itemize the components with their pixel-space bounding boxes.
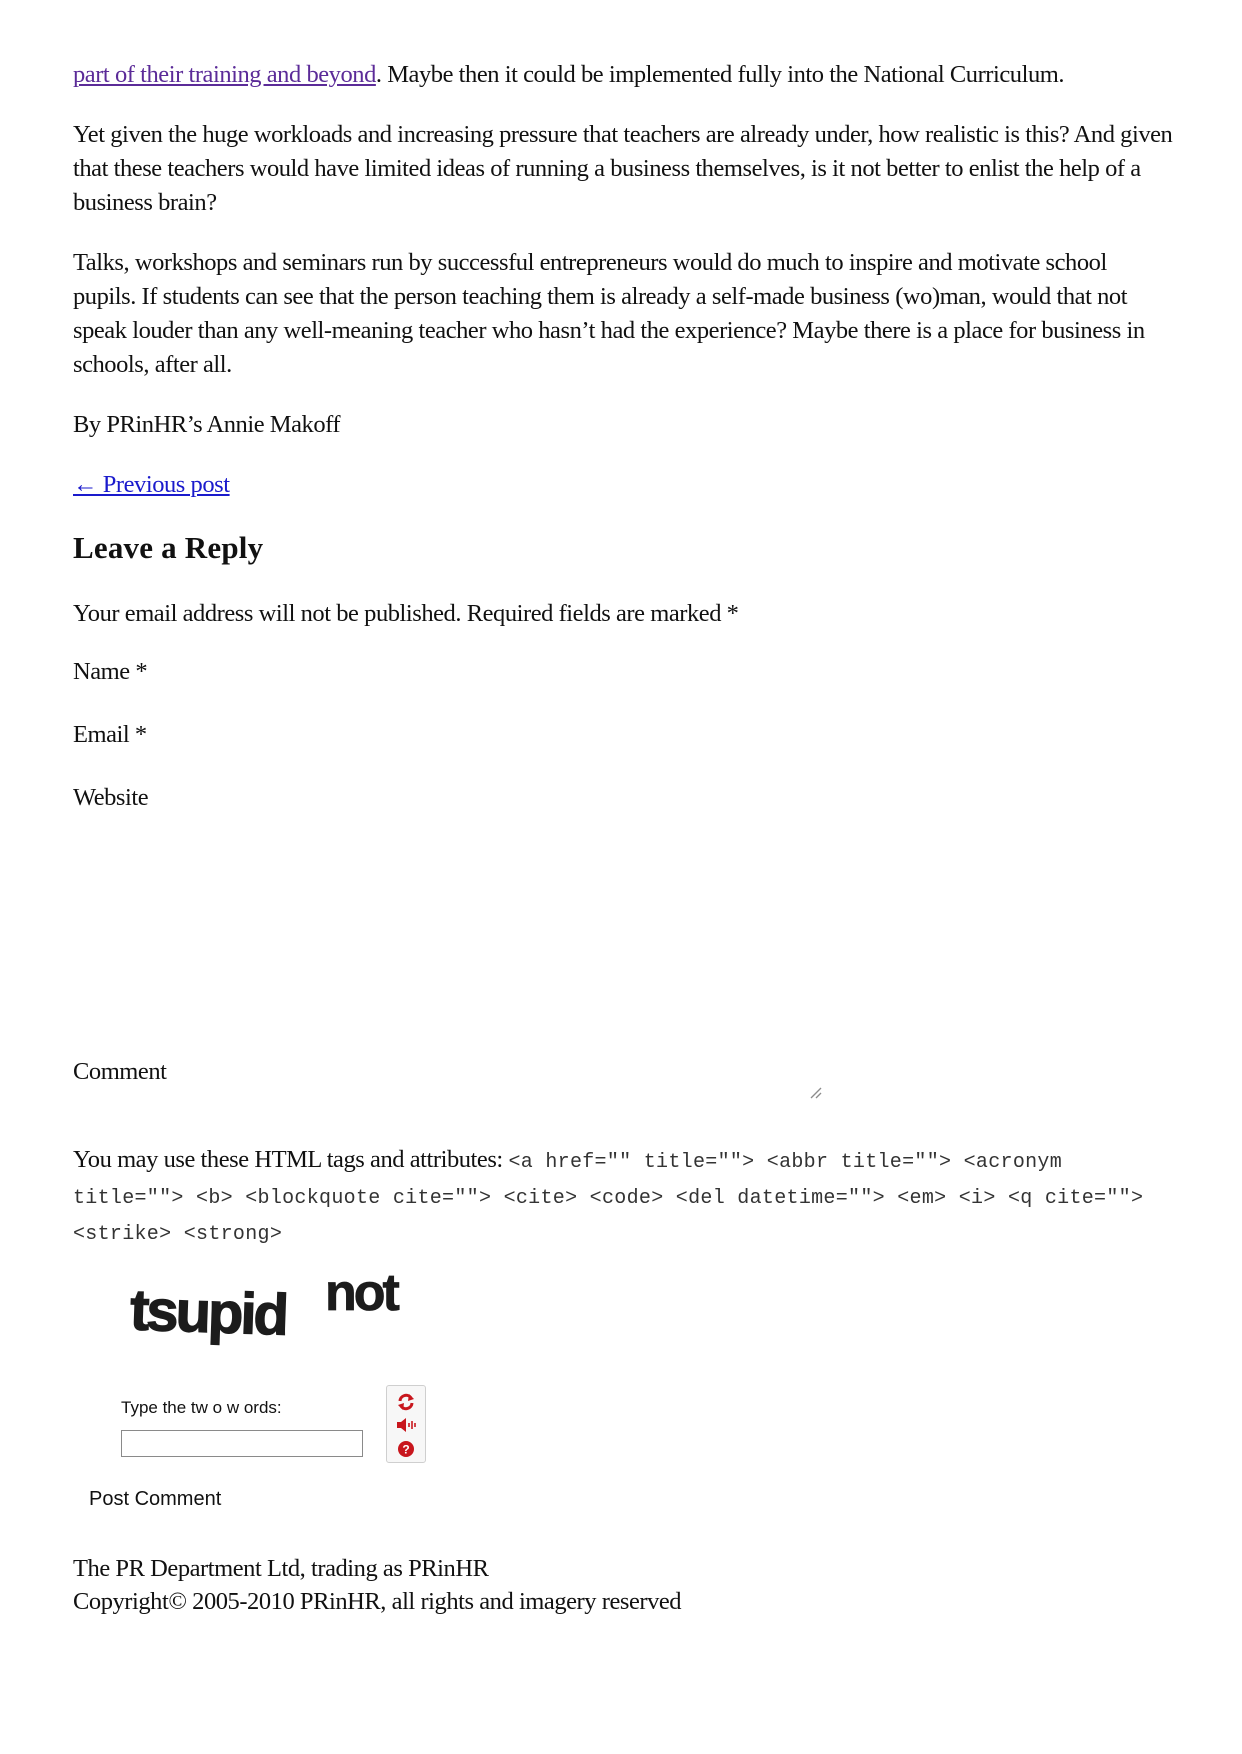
comment-field-label: Comment xyxy=(73,1058,167,1085)
required-fields-notice: Your email address will not be published. Required fields are marked * xyxy=(73,600,739,627)
article-byline: By PRinHR’s Annie Makoff xyxy=(73,411,341,438)
textarea-resize-handle-icon[interactable] xyxy=(808,1085,822,1099)
post-navigation xyxy=(73,468,1173,502)
previous-post-link[interactable]: ← Previous post xyxy=(73,471,230,498)
captcha-image xyxy=(125,1270,425,1350)
post-comment-button[interactable]: Post Comment xyxy=(89,1488,222,1510)
refresh-icon[interactable] xyxy=(395,1391,417,1413)
training-link[interactable]: part of their training and beyond xyxy=(73,61,376,88)
captcha-word-1: tsupid xyxy=(128,1277,288,1348)
captcha-tools xyxy=(386,1385,426,1463)
footer-company-line: The PR Department Ltd, trading as PRinHR xyxy=(73,1555,489,1582)
allowed-html-tags xyxy=(73,1143,1173,1251)
name-field-label: Name * xyxy=(73,658,148,685)
article-paragraph-1 xyxy=(73,58,1173,92)
captcha-prompt: Type the tw o w ords: xyxy=(121,1398,282,1417)
help-icon[interactable] xyxy=(395,1438,417,1460)
email-field-label: Email * xyxy=(73,721,147,748)
captcha-response-input[interactable] xyxy=(121,1430,363,1457)
article-paragraph-3: Talks, workshops and seminars run by successful entrepreneurs would do much to inspire and motivate school pupils. If students can see that the person teaching them is already a self-made business (wo)man, would that not speak louder than any well-meaning teacher who hasn’t had the experience? Maybe there is a place for business in schools, after all. xyxy=(73,249,1145,378)
website-field-label: Website xyxy=(73,784,149,811)
article-paragraph-1-text: . Maybe then it could be implemented fully into the National Curriculum. xyxy=(375,61,1065,88)
captcha-word-2: not xyxy=(325,1270,397,1322)
footer-copyright-line: Copyright© 2005-2010 PRinHR, all rights and imagery reserved xyxy=(73,1588,682,1615)
speaker-icon[interactable] xyxy=(395,1414,417,1436)
allowed-tags-intro: You may use these HTML tags and attributes: xyxy=(73,1146,509,1173)
article-paragraph-2: Yet given the huge workloads and increasing pressure that teachers are already under, how realistic is this? And given that these teachers would have limited ideas of running a business themselves, is it not better to enlist the help of a business brain? xyxy=(73,121,1173,216)
article-content xyxy=(73,58,1173,568)
allowed-tags-list: <a href="" title=""> <abbr title=""> <acronym title=""> <b> <blockquote cite=""> <cite> <code> <del datetime=""> <em> <i> <q cite=""> <strike> <strong> xyxy=(73,1151,1144,1246)
reply-heading: Leave a Reply xyxy=(73,530,264,565)
site-footer xyxy=(73,1552,681,1618)
svg-text:?: ? xyxy=(402,1442,410,1457)
